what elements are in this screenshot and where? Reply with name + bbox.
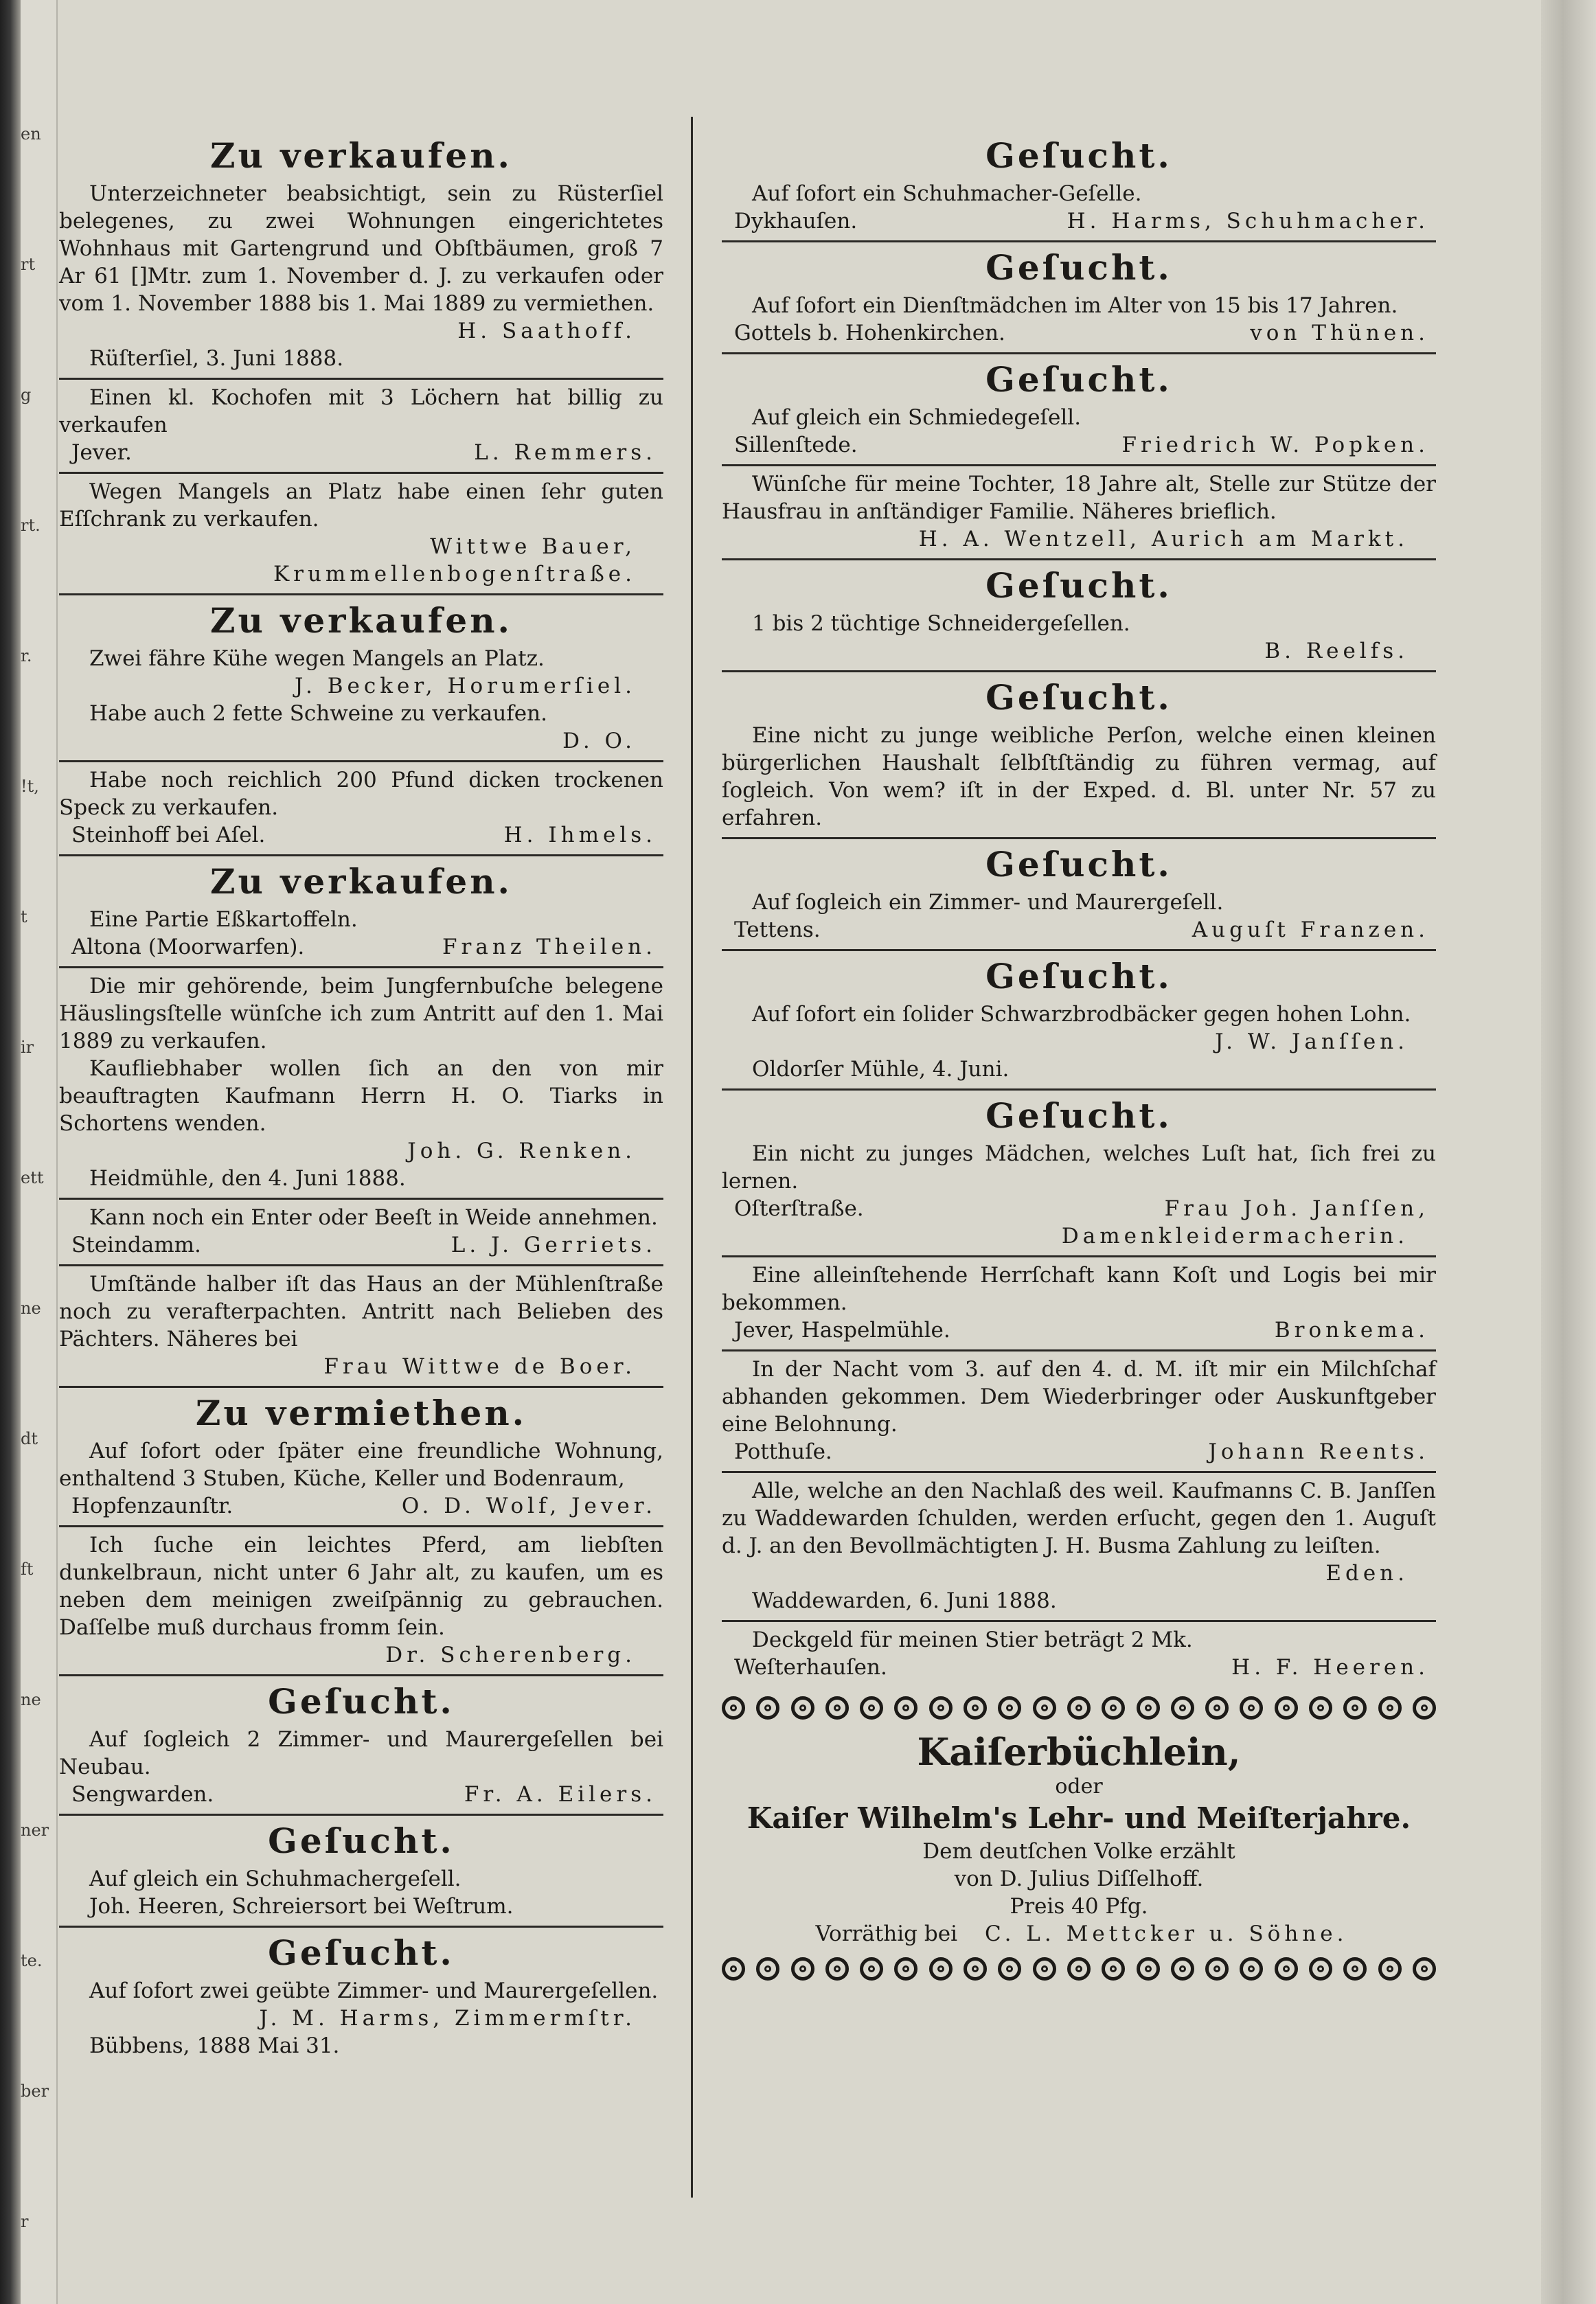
ad-heading: Geſucht.	[985, 677, 1172, 718]
ad-place: Steindamm.	[71, 1233, 201, 1257]
right-column	[722, 130, 1436, 1990]
ornament-ring-icon	[1205, 1696, 1229, 1720]
ad-signature: Wittwe Bauer,	[430, 534, 636, 559]
ad-signature-2: D. O.	[562, 729, 636, 753]
ornament-ring-icon	[756, 1696, 779, 1720]
ad-text: Auf ſofort ein ſolider Schwarzbrodbäcker gegen hohen Lohn.	[752, 1002, 1411, 1027]
ad-footer	[59, 1492, 663, 1520]
ad-signature-2: Krummellenbogenſtraße.	[273, 562, 636, 586]
ad-text: Auf ſofort ein Dienſtmädchen im Alter von 15 bis 17 Jahren.	[752, 293, 1398, 318]
ornament-ring-icon	[929, 1957, 953, 1981]
ad-place: Oſterſtraße.	[734, 1196, 864, 1221]
ornament-ring-icon	[894, 1696, 917, 1720]
ad-text: Kann noch ein Enter oder Beeſt in Weide annehmen.	[89, 1205, 658, 1230]
ad-text: 1 bis 2 tüchtige Schneidergeſellen.	[752, 611, 1130, 636]
ornament-ring-icon	[1275, 1957, 1298, 1981]
ad-footer	[722, 431, 1436, 459]
ad-footer	[722, 319, 1436, 347]
ad-text: Die mir gehörende, beim Jungfernbuſche belegene Häuslingsſtelle wünſche ich zum Antritt auf den 1. Mai 1889 zu verkaufen.	[59, 974, 663, 1053]
ad-signature-2: Damenkleidermacherin.	[1061, 1224, 1409, 1248]
ad-heading: Geſucht.	[985, 844, 1172, 885]
classified-ad	[59, 1525, 663, 1674]
ad-signature: von Thünen.	[1250, 321, 1429, 345]
ornament-ring-icon	[1413, 1696, 1436, 1720]
ad-signature: Eden.	[1325, 1561, 1409, 1586]
ad-text: Einen kl. Kochofen mit 3 Löchern hat billig zu verkaufen	[59, 385, 663, 437]
ornament-ring-icon	[1067, 1957, 1091, 1981]
ad-text: Habe noch reichlich 200 Pfund dicken trockenen Speck zu verkaufen.	[59, 768, 663, 820]
ad-line: Joh. Heeren, Schreiersort bei Weſtrum.	[89, 1894, 514, 1919]
ad-date: Bübbens, 1888 Mai 31.	[89, 2033, 340, 2058]
ad-footer	[722, 207, 1436, 235]
ad-text: Auf gleich ein Schuhmachergeſell.	[89, 1867, 461, 1891]
previous-page-text-fragment: ne	[21, 1299, 41, 1318]
classified-ad	[59, 854, 663, 966]
ornament-ring-icon	[998, 1957, 1021, 1981]
ad-signature: Franz Theilen.	[442, 935, 657, 959]
ad-place: Sengwarden.	[71, 1782, 214, 1807]
ad-place: Hopfenzaunſtr.	[71, 1494, 233, 1518]
ornament-ring-icon	[860, 1696, 883, 1720]
previous-page-text-fragment: dt	[21, 1429, 38, 1448]
previous-page-text-fragment: t	[21, 907, 27, 926]
ornament-ring-icon	[1240, 1957, 1263, 1981]
column-divider	[691, 117, 693, 2198]
newspaper-page	[59, 48, 1529, 2246]
previous-page-text-fragment: te.	[21, 1951, 43, 1970]
ad-place: Jever.	[71, 440, 132, 465]
classified-ad	[59, 1386, 663, 1525]
ad-heading: Geſucht.	[985, 956, 1172, 996]
classified-ad	[59, 760, 663, 854]
ornament-ring-icon	[1033, 1696, 1056, 1720]
ad-heading: Geſucht.	[985, 565, 1172, 606]
ad-heading: Geſucht.	[985, 1095, 1172, 1136]
ad-signature: Johann Reents.	[1208, 1439, 1429, 1464]
book-gutter-shadow	[0, 0, 21, 2304]
ad-footer	[59, 933, 663, 961]
ad-footer	[59, 1781, 663, 1808]
previous-page-text-fragment: rt	[21, 255, 36, 274]
ad-signature: O. D. Wolf, Jever.	[401, 1494, 657, 1518]
classified-ad	[722, 1471, 1436, 1620]
ad-heading: Zu vermiethen.	[195, 1393, 527, 1433]
ad-text: Auf ſogleich ein Zimmer- und Maurergeſell.	[752, 890, 1224, 915]
ad-signature: Auguſt Franzen.	[1192, 917, 1429, 942]
classified-ad	[722, 837, 1436, 949]
ad-text: Ein nicht zu junges Mädchen, welches Luſt hat, ſich frei zu lernen.	[722, 1141, 1436, 1194]
ad-signature: Friedrich W. Popken.	[1121, 433, 1429, 457]
classified-ad	[722, 1255, 1436, 1349]
classified-ad	[59, 472, 663, 593]
ad-place: Potthuſe.	[734, 1439, 832, 1464]
ad-text: Ich ſuche ein leichtes Pferd, am liebſten dunkelbraun, nicht unter 6 Jahr alt, zu kaufen, um es neben dem meinigen zweiſpännig zu gebrauchen. Daſſelbe muß durchaus fromm ſein.	[59, 1533, 663, 1640]
stock-name: C. L. Mettcker u. Söhne.	[984, 1921, 1348, 1946]
previous-page-text-fragment: ber	[21, 2081, 49, 2101]
ad-signature: H. Ihmels.	[503, 823, 657, 847]
ad-place: Gottels b. Hohenkirchen.	[734, 321, 1005, 345]
classified-ad	[722, 464, 1436, 558]
previous-page-text-fragment: en	[21, 124, 41, 144]
classified-ad	[59, 130, 663, 378]
ad-signature: J. Becker, Horumerſiel.	[294, 674, 636, 698]
kaiser-book-line2: von D. Julius Diſſelhoff.	[954, 1867, 1204, 1891]
classified-ad	[722, 1620, 1436, 1687]
ornament-ring-icon	[1171, 1696, 1194, 1720]
ad-text: Alle, welche an den Nachlaß des weil. Kaufmanns C. B. Janſſen zu Waddewarden ſchulden, werden erſucht, gegen den 1. Auguſt d. J. an den Bevollmächtigten J. H. Busma Zahlung zu leiſten.	[722, 1479, 1436, 1558]
ad-heading: Geſucht.	[985, 359, 1172, 400]
classified-ad	[722, 352, 1436, 464]
classified-ad	[59, 1814, 663, 1926]
ad-place: Tettens.	[734, 917, 821, 942]
ad-signature: L. Remmers.	[474, 440, 657, 465]
previous-page-text-fragment: ne	[21, 1690, 41, 1709]
kaiser-book-stock	[722, 1920, 1436, 1948]
ad-heading: Zu verkaufen.	[210, 135, 512, 176]
ad-signature: Frau Wittwe de Boer.	[323, 1354, 636, 1379]
ornament-row-top	[722, 1691, 1436, 1725]
ornament-ring-icon	[1137, 1696, 1160, 1720]
ad-signature: Joh. G. Renken.	[407, 1139, 636, 1163]
ad-date: Oldorſer Mühle, 4. Juni.	[752, 1057, 1010, 1082]
ad-text: In der Nacht vom 3. auf den 4. d. M. iſt mir ein Milchſchaf abhanden gekommen. Dem Wiederbringer oder Auskunftgeber eine Belohnung.	[722, 1357, 1436, 1437]
ad-signature: L. J. Gerriets.	[451, 1233, 657, 1257]
ornament-ring-icon	[998, 1696, 1021, 1720]
ad-date: Heidmühle, den 4. Juni 1888.	[89, 1166, 406, 1191]
ad-text-extra: Habe auch 2 fette Schweine zu verkaufen.	[89, 701, 547, 726]
ad-place: Dykhauſen.	[734, 209, 858, 233]
ornament-ring-icon	[1378, 1696, 1402, 1720]
ad-footer	[722, 916, 1436, 944]
ornament-ring-icon	[791, 1957, 814, 1981]
previous-page-text-fragment: ett	[21, 1168, 44, 1187]
ad-place: Altona (Moorwarfen).	[71, 935, 305, 959]
previous-page-text-fragment: r	[21, 2212, 29, 2231]
classified-ad	[59, 966, 663, 1198]
ad-signature: J. W. Janſſen.	[1215, 1029, 1409, 1054]
classified-ad	[59, 1198, 663, 1264]
ad-text: Auf ſofort oder ſpäter eine freundliche Wohnung, enthaltend 3 Stuben, Küche, Keller und Bodenraum,	[59, 1439, 663, 1491]
ad-signature: H. Saathoff.	[457, 319, 636, 343]
ad-place: Sillenſtede.	[734, 433, 858, 457]
ornament-ring-icon	[791, 1696, 814, 1720]
ornament-ring-icon	[756, 1957, 779, 1981]
ornament-ring-icon	[1343, 1957, 1367, 1981]
ornament-ring-icon	[1067, 1696, 1091, 1720]
ad-signature: H. F. Heeren.	[1231, 1655, 1429, 1680]
ad-signature: H. Harms, Schuhmacher.	[1067, 209, 1429, 233]
ornament-ring-icon	[1413, 1957, 1436, 1981]
ornament-ring-icon	[929, 1696, 953, 1720]
classified-ad	[722, 130, 1436, 240]
ad-footer	[722, 1316, 1436, 1344]
ornament-ring-icon	[722, 1696, 745, 1720]
ornament-ring-icon	[1378, 1957, 1402, 1981]
ad-text: Auf gleich ein Schmiedegeſell.	[752, 405, 1082, 430]
ornament-ring-icon	[964, 1696, 987, 1720]
classified-ad	[59, 1264, 663, 1386]
ad-text: Auf ſofort zwei geübte Zimmer- und Maurergeſellen.	[89, 1978, 659, 2003]
ad-footer	[59, 439, 663, 466]
ad-text: Zwei fähre Kühe wegen Mangels an Platz.	[89, 646, 545, 671]
ornament-ring-icon	[1240, 1696, 1263, 1720]
classified-ad	[722, 1349, 1436, 1471]
ad-place: Jever, Haspelmühle.	[734, 1318, 950, 1343]
ad-heading: Geſucht.	[268, 1821, 455, 1861]
ad-text: Eine Partie Eßkartoffeln.	[89, 907, 358, 932]
ad-date: Rüſterſiel, 3. Juni 1888.	[89, 346, 344, 371]
kaiser-book-price: Preis 40 Pfg.	[1010, 1894, 1148, 1919]
ad-signature: Dr. Scherenberg.	[385, 1643, 636, 1667]
kaiser-book-title: Kaiſerbüchlein,	[917, 1730, 1241, 1774]
ad-footer	[722, 1654, 1436, 1681]
ornament-ring-icon	[1309, 1957, 1332, 1981]
ad-signature: B. Reelfs.	[1264, 639, 1409, 663]
ad-footer	[59, 821, 663, 849]
ad-text: Unterzeichneter beabsichtigt, sein zu Rüsterſiel belegenes, zu zwei Wohnungen eingerichtetes Wohnhaus mit Gartengrund und Obſtbäumen, groß 7 Ar 61 []Mtr. zum 1. November d. J. zu verkaufen oder vom 1. November 1888 bis 1. Mai 1889 zu vermiethen.	[59, 181, 663, 316]
ad-text: Eine nicht zu junge weibliche Perſon, welche einen kleinen bürgerlichen Haushalt ſelbſtſtändig zu führen vermag, auf ſogleich. Von wem? iſt in der Exped. d. Bl. unter Nr. 57 zu erfahren.	[722, 723, 1436, 830]
left-column	[59, 130, 663, 2065]
previous-page-edge	[21, 0, 58, 2304]
ornament-ring-icon	[1102, 1957, 1125, 1981]
kaiser-book-subtitle: Kaiſer Wilhelm's Lehr- und Meiſterjahre.	[746, 1801, 1411, 1835]
ad-heading: Geſucht.	[268, 1681, 455, 1722]
ornament-ring-icon	[894, 1957, 917, 1981]
ad-place: Weſterhauſen.	[734, 1655, 887, 1680]
ad-signature: Fr. A. Eilers.	[464, 1782, 657, 1807]
ad-date: Waddewarden, 6. Juni 1888.	[752, 1588, 1057, 1613]
ornament-ring-icon	[964, 1957, 987, 1981]
ornament-ring-icon	[1275, 1696, 1298, 1720]
ad-text: Umſtände halber iſt das Haus an der Mühlenſtraße noch zu verafterpachten. Antritt nach Belieben des Pächters. Näheres bei	[59, 1272, 663, 1351]
ad-text: Wegen Mangels an Platz habe einen ſehr guten Eſſchrank zu verkaufen.	[59, 479, 663, 532]
ad-text: Kaufliebhaber wollen ſich an den von mir beauftragten Kaufmann Herrn H. O. Tiarks in Schortens wenden.	[59, 1056, 663, 1136]
ad-text: Eine alleinſtehende Herrſchaft kann Koſt und Logis bei mir bekommen.	[722, 1263, 1436, 1315]
ad-footer	[59, 1231, 663, 1259]
ad-heading: Geſucht.	[985, 247, 1172, 288]
previous-page-text-fragment: r.	[21, 646, 32, 665]
previous-page-text-fragment: !t,	[21, 777, 39, 796]
classified-ad	[722, 1088, 1436, 1255]
ornament-ring-icon	[860, 1957, 883, 1981]
ornament-ring-icon	[1171, 1957, 1194, 1981]
classified-ad	[722, 240, 1436, 352]
ornament-ring-icon	[1343, 1696, 1367, 1720]
classified-ad	[722, 558, 1436, 670]
ad-signature: Frau Joh. Janſſen,	[1164, 1196, 1429, 1221]
ad-signature: J. M. Harms, Zimmermſtr.	[259, 2006, 636, 2031]
ad-heading: Zu verkaufen.	[210, 861, 512, 902]
ornament-ring-icon	[825, 1696, 849, 1720]
previous-page-text-fragment: rt.	[21, 516, 41, 535]
previous-page-text-fragment: ner	[21, 1821, 49, 1840]
stock-label: Vorräthig bei	[815, 1921, 957, 1946]
ad-footer	[722, 1438, 1436, 1465]
ornament-ring-icon	[1309, 1696, 1332, 1720]
ornament-row-bottom	[722, 1952, 1436, 1986]
classified-ad	[722, 949, 1436, 1088]
ornament-ring-icon	[825, 1957, 849, 1981]
classified-ad	[59, 378, 663, 472]
ad-text: Wünſche für meine Tochter, 18 Jahre alt, Stelle zur Stütze der Hausfrau in anſtändiger Familie. Näheres brieflich.	[722, 472, 1436, 524]
page-edge-right	[1541, 0, 1596, 2304]
kaiser-book-line1: Dem deutſchen Volke erzählt	[922, 1839, 1235, 1864]
ornament-ring-icon	[1102, 1696, 1125, 1720]
ad-signature: Bronkema.	[1274, 1318, 1429, 1343]
ad-heading: Geſucht.	[268, 1932, 455, 1973]
ad-heading: Zu verkaufen.	[210, 600, 512, 641]
ad-footer	[722, 1195, 1436, 1222]
ornament-ring-icon	[1205, 1957, 1229, 1981]
classified-ad	[59, 1926, 663, 2065]
ad-place: Steinhoff bei Aſel.	[71, 823, 266, 847]
ad-heading: Geſucht.	[985, 135, 1172, 176]
ad-signature: H. A. Wentzell, Aurich am Markt.	[918, 527, 1409, 551]
previous-page-text-fragment: ir	[21, 1038, 34, 1057]
kaiser-book-ad	[722, 1729, 1436, 1948]
kaiser-book-or: oder	[1055, 1775, 1103, 1799]
ad-text: Auf ſofort ein Schuhmacher-Geſelle.	[752, 181, 1142, 206]
ad-text: Auf ſogleich 2 Zimmer- und Maurergeſellen bei Neubau.	[59, 1727, 663, 1779]
previous-page-text-fragment: ft	[21, 1560, 34, 1579]
ornament-ring-icon	[722, 1957, 745, 1981]
previous-page-text-fragment: g	[21, 385, 32, 404]
ornament-ring-icon	[1033, 1957, 1056, 1981]
classified-ad	[722, 670, 1436, 837]
ornament-ring-icon	[1137, 1957, 1160, 1981]
classified-ad	[59, 1674, 663, 1814]
ad-text: Deckgeld für meinen Stier beträgt 2 Mk.	[752, 1628, 1193, 1652]
classified-ad	[59, 593, 663, 760]
